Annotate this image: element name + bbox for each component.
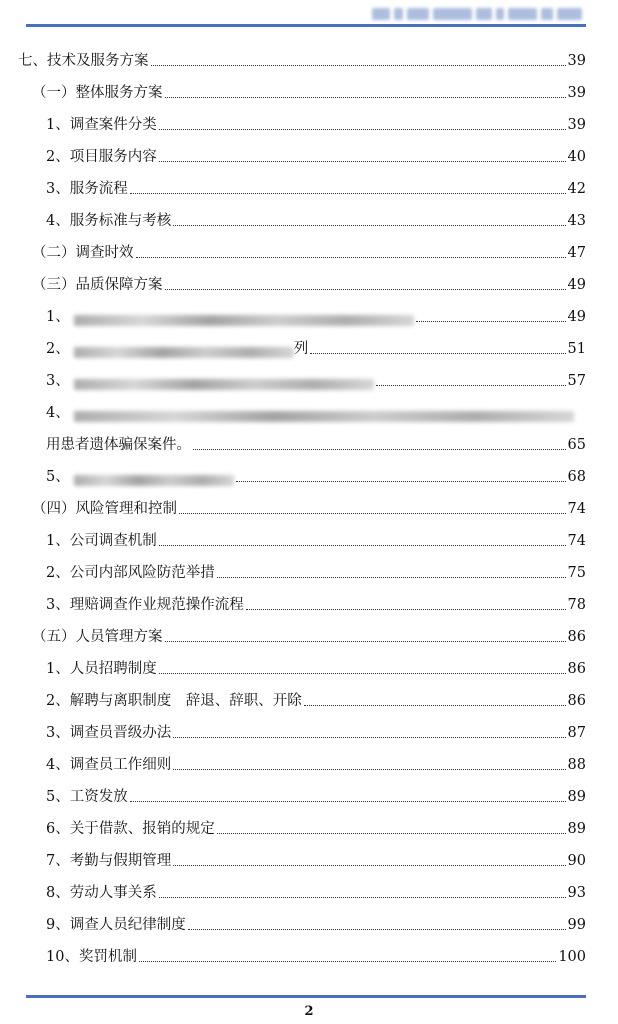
toc-entry-page: 40 [567, 149, 586, 165]
toc-entry-label: 3、 [46, 373, 70, 389]
toc-entry-label: 4、服务标准与考核 [46, 213, 172, 229]
leader-dots [165, 640, 566, 642]
toc-entry-redacted[interactable] [18, 364, 586, 390]
leader-dots [193, 448, 566, 450]
toc-entry-label: 9、调查人员纪律制度 [46, 917, 186, 933]
redacted-text [74, 315, 414, 326]
toc-entry[interactable] [18, 716, 586, 742]
leader-dots [310, 352, 565, 354]
leader-dots [246, 608, 566, 610]
leader-dots [130, 192, 566, 194]
toc-entry-page: 39 [567, 85, 586, 101]
toc-entry[interactable] [18, 908, 586, 934]
toc-entry-label: 1、调查案件分类 [46, 117, 157, 133]
toc-entry-page: 65 [567, 437, 586, 453]
toc-entry-redacted[interactable] [18, 300, 586, 326]
toc-entry-label: （三）品质保障方案 [32, 277, 163, 293]
toc-entry[interactable] [18, 940, 586, 966]
leader-dots [159, 896, 566, 898]
toc-entry-redacted[interactable] [18, 332, 586, 358]
leader-dots [188, 928, 566, 930]
toc-entry-label: 1、公司调查机制 [46, 533, 157, 549]
toc-entry-label: （一）整体服务方案 [32, 85, 163, 101]
toc-entry[interactable] [18, 204, 586, 230]
toc-entry[interactable] [18, 652, 586, 678]
toc-entry-redacted[interactable] [18, 460, 586, 486]
toc-entry-label: 8、劳动人事关系 [46, 885, 157, 901]
leader-dots [159, 544, 566, 546]
toc-entry-label: 用患者遗体骗保案件。 [46, 437, 191, 453]
toc-entry[interactable] [18, 108, 586, 134]
toc-entry-label: 2、解聘与离职制度 辞退、辞职、开除 [46, 693, 302, 709]
toc-entry-page: 57 [567, 373, 586, 389]
toc-entry[interactable] [18, 844, 586, 870]
toc-entry[interactable] [18, 876, 586, 902]
footer-rule [26, 995, 586, 998]
leader-dots [173, 864, 565, 866]
leader-dots [159, 672, 566, 674]
toc-entry-label: 4、 [46, 405, 70, 421]
leader-dots [376, 384, 566, 386]
toc-entry[interactable] [18, 76, 586, 102]
leader-dots [416, 320, 566, 322]
toc-entry-label: （五）人员管理方案 [32, 629, 163, 645]
toc-entry-redacted[interactable] [18, 396, 586, 422]
toc-entry[interactable] [18, 172, 586, 198]
leader-dots [159, 128, 566, 130]
toc-entry[interactable] [18, 812, 586, 838]
toc-entry-page: 86 [567, 661, 586, 677]
toc-entry[interactable] [18, 748, 586, 774]
toc-entry-page: 74 [567, 501, 586, 517]
toc-entry-label-suffix: 列 [293, 341, 309, 357]
toc-entry-page: 99 [567, 917, 586, 933]
toc-entry[interactable] [18, 556, 586, 582]
leader-dots [159, 160, 566, 162]
toc-entry-page: 93 [567, 885, 586, 901]
leader-dots [217, 576, 566, 578]
toc-entry-page: 86 [567, 629, 586, 645]
toc-entry-label: 2、项目服务内容 [46, 149, 157, 165]
toc-entry-label: （四）风险管理和控制 [32, 501, 177, 517]
toc-entry[interactable] [18, 140, 586, 166]
toc-entry-label: 1、人员招聘制度 [46, 661, 157, 677]
leader-dots [173, 224, 565, 226]
toc-entry-page: 39 [567, 117, 586, 133]
toc-entry[interactable] [18, 44, 586, 70]
toc-entry-page: 39 [567, 53, 586, 69]
toc-entry-page: 87 [567, 725, 586, 741]
toc-entry-page: 43 [567, 213, 586, 229]
toc-entry-page: 74 [567, 533, 586, 549]
leader-dots [217, 832, 566, 834]
toc-entry-page: 90 [567, 853, 586, 869]
toc-entry[interactable] [18, 492, 586, 518]
toc-entry-page: 89 [567, 821, 586, 837]
toc-entry[interactable] [18, 236, 586, 262]
redacted-text [74, 379, 374, 390]
toc-entry-label: 7、考勤与假期管理 [46, 853, 172, 869]
leader-dots [236, 480, 566, 482]
toc-entry[interactable] [18, 620, 586, 646]
leader-dots [173, 768, 565, 770]
header-rule [26, 24, 586, 27]
toc-entry-page: 86 [567, 693, 586, 709]
toc-entry-label: 5、工资发放 [46, 789, 128, 805]
leader-dots [173, 736, 565, 738]
toc-entry-page: 49 [567, 277, 586, 293]
toc-entry-page: 68 [567, 469, 586, 485]
leader-dots [165, 288, 566, 290]
toc-entry-label: 七、技术及服务方案 [18, 53, 149, 69]
header-blurred-text [372, 6, 582, 22]
toc-entry-label: 2、公司内部风险防范举措 [46, 565, 215, 581]
leader-dots [136, 256, 566, 258]
toc-entry-label: 3、服务流程 [46, 181, 128, 197]
toc-entry-label: 6、关于借款、报销的规定 [46, 821, 215, 837]
toc-entry-label: 5、 [46, 469, 70, 485]
redacted-text [74, 411, 574, 422]
leader-dots [151, 64, 566, 66]
redacted-text [74, 347, 294, 358]
toc-entry-label: 10、奖罚机制 [46, 949, 137, 965]
toc-entry[interactable] [18, 268, 586, 294]
page-number: 2 [304, 1004, 314, 1019]
toc-entry-label: （二）调查时效 [32, 245, 134, 261]
toc-entry-page: 49 [567, 309, 586, 325]
toc-entry-page: 100 [558, 949, 586, 965]
toc-entry[interactable] [18, 684, 586, 710]
toc-entry[interactable] [18, 588, 586, 614]
toc-entry-page: 88 [567, 757, 586, 773]
toc-entry-label: 3、调查员晋级办法 [46, 725, 172, 741]
toc-entry-label: 2、 [46, 341, 70, 357]
leader-dots [179, 512, 566, 514]
toc-entry-label: 1、 [46, 309, 70, 325]
toc-entry-label: 3、理赔调查作业规范操作流程 [46, 597, 244, 613]
toc-entry-page: 51 [567, 341, 586, 357]
leader-dots [165, 96, 566, 98]
toc-entry[interactable] [18, 780, 586, 806]
toc-entry-page: 42 [567, 181, 586, 197]
toc-entry-page: 78 [567, 597, 586, 613]
toc-entry-label: 4、调查员工作细则 [46, 757, 172, 773]
leader-dots [130, 800, 566, 802]
toc-entry-page: 89 [567, 789, 586, 805]
toc-entry-page: 47 [567, 245, 586, 261]
toc-entry[interactable] [18, 428, 586, 454]
toc-entry-page: 75 [567, 565, 586, 581]
toc-entry[interactable] [18, 524, 586, 550]
leader-dots [304, 704, 566, 706]
redacted-text [74, 475, 234, 486]
leader-dots [139, 960, 556, 962]
